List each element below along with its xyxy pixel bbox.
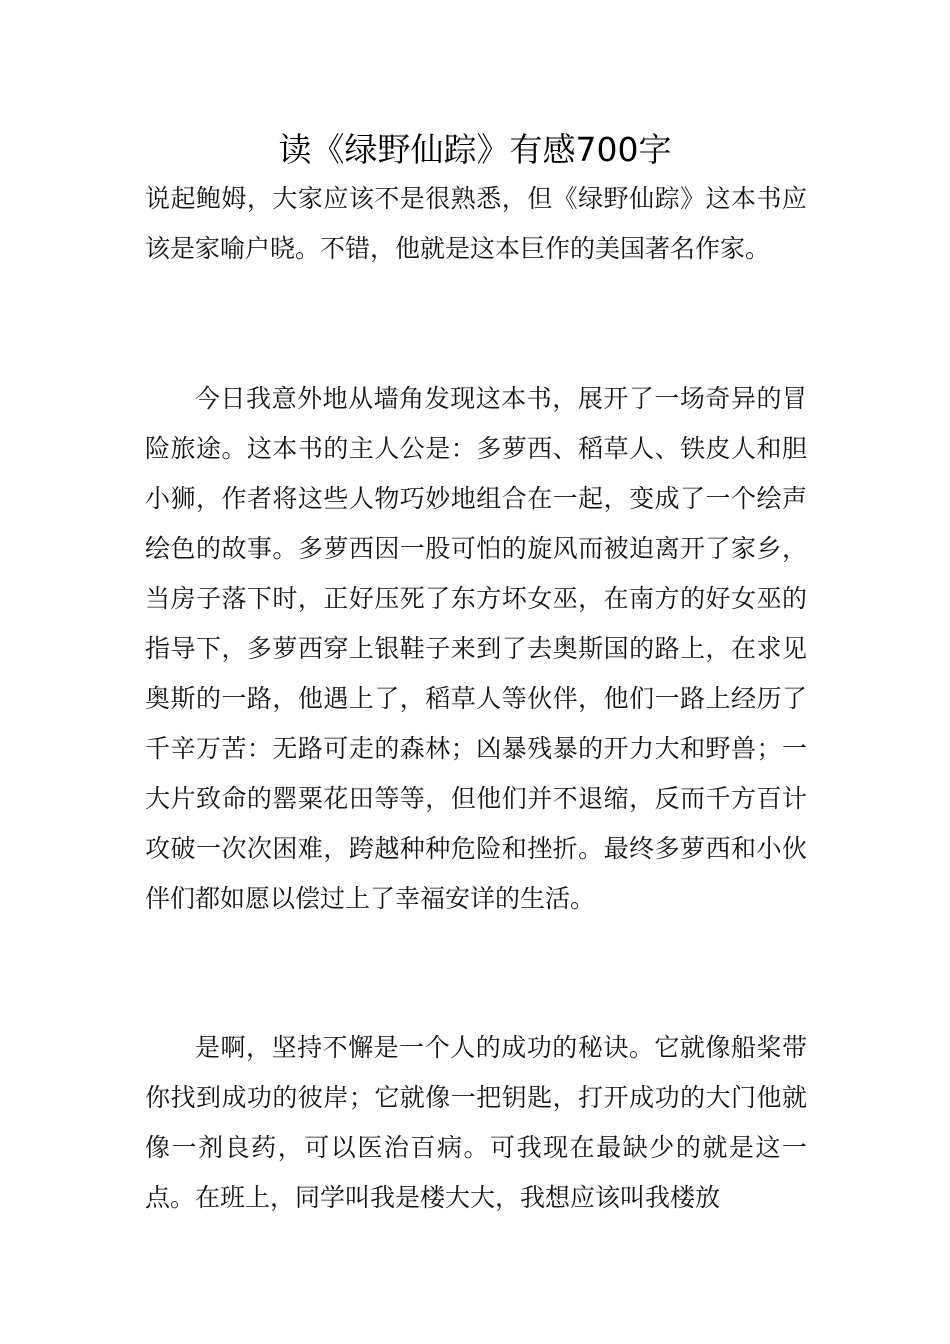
paragraph-intro: 说起鲍姆，大家应该不是很熟悉，但《绿野仙踪》这本书应该是家喻户晓。不错，他就是这本巨作的美国著名作家。 xyxy=(145,184,807,263)
document-title: 读《绿野仙踪》有感700字 xyxy=(278,130,672,169)
paragraph-story-summary: 今日我意外地从墙角发现这本书，展开了一场奇异的冒险旅途。这本书的主人公是：多萝西、稻草人、铁皮人和胆小狮，作者将这些人物巧妙地组合在一起，变成了一个绘声绘色的故事。多萝西因一股可怕的旋风而被迫离开了家乡，当房子落下时，正好压死了东方坏女巫，在南方的好女巫的指导下，多萝西穿上银鞋子来到了去奥斯国的路上，在求见奥斯的一路，他遇上了，稻草人等伙伴，他们一路上经历了千辛万苦：无路可走的森林；凶暴残暴的开力大和野兽；一大片致命的罂粟花田等等，但他们并不退缩，反而千方百计攻破一次次困难，跨越种种危险和挫折。最终多萝西和小伙伴们都如愿以偿过上了幸福安详的生活。 xyxy=(145,384,807,913)
paragraph-reflection: 是啊，坚持不懈是一个人的成功的秘诀。它就像船桨带你找到成功的彼岸；它就像一把钥匙，打开成功的大门他就像一剂良药，可以医治百病。可我现在最缺少的就是这一点。在班上，同学叫我是楼大大，我想应该叫我楼放 xyxy=(145,1033,807,1212)
